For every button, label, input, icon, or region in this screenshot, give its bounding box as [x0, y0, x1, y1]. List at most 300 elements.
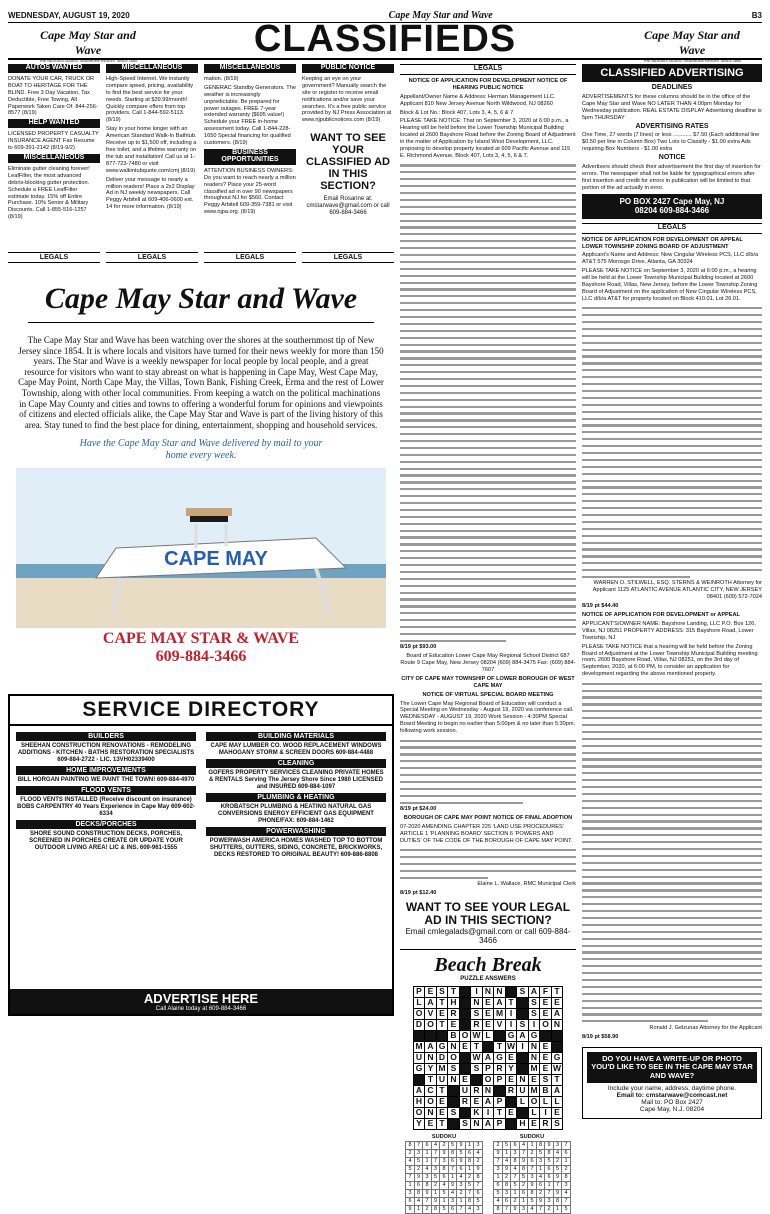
sudoku-cell: 2 [528, 1149, 537, 1157]
sudoku-cell: 3 [406, 1189, 415, 1197]
sudoku-cell: 4 [562, 1189, 571, 1197]
crossword-cell: R [494, 1063, 506, 1074]
crossword-block [413, 1030, 425, 1041]
sudoku-cell: 9 [519, 1157, 528, 1165]
crossword-cell: W [472, 1030, 481, 1041]
crossword-cell: E [471, 1096, 483, 1107]
crossword-cell: T [551, 1074, 563, 1085]
crossword-cell: O [459, 1030, 471, 1041]
crossword-row [413, 1063, 563, 1074]
sudoku-cell: 7 [474, 1181, 483, 1189]
sudoku-cell: 5 [474, 1197, 483, 1205]
sudoku-cell: 1 [414, 1205, 423, 1213]
crossword-cell: E [482, 1019, 494, 1030]
sudoku-cell: 4 [494, 1197, 503, 1205]
crossword-cell: K [471, 1107, 483, 1118]
sudoku-cell: 3 [528, 1173, 537, 1181]
crossword-cell: T [436, 1019, 448, 1030]
sudoku-cell: 4 [528, 1205, 537, 1213]
sudoku-cell: 4 [502, 1157, 511, 1165]
crossword-cell: S [471, 1063, 483, 1074]
sudoku-cell: 4 [440, 1181, 449, 1189]
sudoku-cell: 9 [502, 1165, 511, 1173]
crossword-cell: E [505, 1074, 517, 1085]
sudoku-cell: 7 [519, 1149, 528, 1157]
sudoku-cell: 9 [440, 1149, 449, 1157]
crossword-cell: E [540, 997, 552, 1008]
sudoku-cell: 1 [406, 1181, 415, 1189]
crossword-cell: A [494, 997, 506, 1008]
crossword-cell: N [528, 1041, 540, 1052]
crossword-block [517, 1063, 529, 1074]
crossword-cell: O [425, 1096, 437, 1107]
crossword-cell: S [528, 997, 540, 1008]
crossword-cell: A [425, 997, 437, 1008]
sudoku-cell: 8 [440, 1165, 449, 1173]
sudoku-cell: 9 [474, 1165, 483, 1173]
sudoku-cell: 8 [494, 1205, 503, 1213]
sudoku-cell: 6 [562, 1149, 571, 1157]
crossword-cell: E [436, 1096, 448, 1107]
crossword-block [459, 1052, 471, 1063]
sudoku-cell: 4 [431, 1141, 440, 1149]
sudoku-cell: 5 [502, 1141, 511, 1149]
crossword-block [540, 1030, 552, 1041]
sudoku-cell: 7 [414, 1141, 423, 1149]
sudoku-cell: 4 [423, 1165, 432, 1173]
sudoku-row [494, 1197, 571, 1205]
sudoku-cell: 8 [553, 1197, 562, 1205]
crossword-block [482, 1041, 494, 1052]
crossword-cell: R [471, 1019, 483, 1030]
sudoku-cell: 3 [423, 1173, 432, 1181]
sudoku-cell: 6 [519, 1189, 528, 1197]
sudoku-cell: 3 [494, 1165, 503, 1173]
crossword-cell: N [448, 1074, 460, 1085]
crossword-cell: Y [413, 1118, 425, 1129]
sudoku-cell: 8 [431, 1205, 440, 1213]
sudoku-row [494, 1165, 571, 1173]
crossword-cell: P [413, 986, 425, 997]
sudoku-cell: 1 [502, 1149, 511, 1157]
sudoku-cell: 2 [519, 1181, 528, 1189]
sudoku-row [494, 1157, 571, 1165]
legal-text-lines-3 [400, 847, 576, 881]
sudoku-cell: 6 [414, 1181, 423, 1189]
crossword-cell: E [436, 1107, 448, 1118]
sudoku-cell: 1 [545, 1181, 554, 1189]
crossword-block [448, 1085, 460, 1096]
puzzle-answers-label: PUZZLE ANSWERS [460, 975, 516, 982]
legals-strip: LEGALS LEGALS LEGALS LEGALS [8, 252, 394, 266]
crossword-cell: H [448, 997, 460, 1008]
crossword-cell: P [494, 1074, 506, 1085]
sudoku-cell: 6 [494, 1181, 503, 1189]
classified-column-4: PUBLIC NOTICE Keeping an eye on your government? Manually search the site or register to receive email notifications and/or save your searches. It's a free public service provided by NJ Press Association at www.njpublicnotices.com (8/19) WANT TO SEE YOUR CLASSIFIED AD IN THIS SECTION? Email Rosanne at: cmstarwave@gmail.com or call 609-884-3466 [302, 64, 394, 254]
crossword-row [413, 1019, 563, 1030]
crossword-block [517, 997, 529, 1008]
sudoku-cell: 1 [528, 1141, 537, 1149]
crossword-cell: R [540, 1118, 552, 1129]
sudoku-cell: 8 [448, 1149, 457, 1157]
sudoku-cell: 1 [423, 1157, 432, 1165]
sudoku-cell: 7 [448, 1165, 457, 1173]
crossword-cell: I [517, 1041, 529, 1052]
sudoku-cell: 1 [494, 1173, 503, 1181]
sudoku-cell: 2 [474, 1157, 483, 1165]
sudoku-cell: 7 [562, 1141, 571, 1149]
sudoku-cell: 4 [448, 1189, 457, 1197]
sudoku-cell: 7 [528, 1165, 537, 1173]
sudoku-row [406, 1181, 483, 1189]
crossword-block [505, 1118, 517, 1129]
crossword-cell: T [551, 986, 563, 997]
sudoku-cell: 7 [502, 1205, 511, 1213]
crossword-block [517, 1008, 529, 1019]
crossword-cell: E [436, 1008, 448, 1019]
sudoku-row [494, 1189, 571, 1197]
crossword-cell: O [540, 1019, 552, 1030]
legals-column-a: LEGALS NOTICE OF APPLICATION FOR DEVELOPMENT NOTICE OF HEARING PUBLIC NOTICE Appellant/Owner Name & Address: Herman Management LLC. Applicant 810 New Jersey Avenue North Wildwood, NJ 08260 Block & Lot No.: Block 407, Lots 3, 4, 5, 6 & 7 PLEASE TAKE NOTICE: That on September 3, 2020 at 6:00 p.m., a Hearing will be held before the Lower Township Municipal Building located at 2600 Bayshore Road before the Zoning Board of Adjustment in the matter of Application by Island West Development, LLC. proposing to develop property located at 609 Pacific Avenue and 115 E. Richmond Avenue, Block 407, Lots 3, 4, 5, 6 & 7. 8/19 pt $93.00 Board of Education Lower Cape May Regional School District 687 Route 9 Cape May, New Jersey 08204 (609) 884-3475 Fax: (609) 884-7607 CITY OF CAPE MAY TOWNSHIP OF LOWER BOROUGH OF WEST CAPE MAY NOTICE OF VIRTUAL SPECIAL BOARD MEETING The Lower Cape May Regional Board of Education will conduct a Special Meeting on Wednesday - August 19, 2020 via conference call. WEDNESDAY - AUGUST 19, 2020 Work Session - 4:30PM Special Board Meeting to begin no earlier than 5:00pm & no later than 5:30pm, following work session. 8/19 pt $24.00 BOROUGH OF CAPE MAY POINT NOTICE OF FINAL ADOPTION 07-2020 AMENDING CHAPTER 225 'LAND USE PROCEDURES' ARTICLE 1 'PLANNING BOARD' SECTION 6 'POWERS AND DUTIES' OF THE CODE OF THE BOROUGH OF CAPE MAY POINT. Elaine L. Wallace, RMC Municipal Clerk 8/19 pt $12.40 WANT TO SEE YOUR LEGAL AD IN THIS SECTION? Email cmlegalads@gmail.com or call 609-884-3466 Beach Break PUZZLE ANSWERS P E S T I N N S A F T L A T H N E A T S E E O V E R S E M I S E A D O T E R E V I S I O N B O W L G A G M A G N E T T W I N E U N D O W A G E N E G G Y M S S P R Y M E W T U N E O P E N E S T A C T U R N R U M B A H O E R E A P L O L L O N E S K I T E L I E Y E T S N A P H E R S SUDOKU 8 7 6 4 2 5 9 1 3 2 3 1 7 9 8 5 6 4 4 5 1 7 3 6 9 8 2 5 2 4 3 8 7 6 1 9 7 9 3 5 6 1 4 2 8 1 6 8 2 4 9 3 5 7 3 8 9 1 5 4 2 7 6 6 4 7 9 1 3 1 8 5 9 1 2 8 5 6 7 4 3 SUDOKU 2 5 6 4 1 8 9 3 7 9 1 3 7 2 5 8 4 6 7 4 8 9 6 3 5 2 1 3 9 4 8 7 1 6 5 2 1 2 7 5 3 4 6 9 8 6 8 5 2 9 6 1 7 3 5 3 1 6 8 2 7 9 4 4 6 2 1 5 9 3 8 7 8 7 9 3 4 7 2 1 5 [400, 65, 576, 1212]
crossword-block [459, 997, 471, 1008]
legal-ad-contact: Email cmlegalads@gmail.com or call 609-884-3466 [405, 926, 571, 945]
crossword-cell: E [459, 1041, 471, 1052]
crossword-cell: S [517, 986, 529, 997]
promo-body: The Cape May Star and Wave has been watching over the shores at the southernmost tip of New Jersey since 1854. It is where locals and visitors have turned for their news weekly for more than 150 years. The Star and Wave is a weekly newspaper for local people by local people, and a great resource for visitors who want to stay abreast on what is happening in Cape May, West Cape May, Cape May Point, North Cape May, the Villas, Town Bank, Fishing Creek, Erma and the rest of Lower Township, along with other local communities. From keeping a watch on the political machinations in Cape May County and cities and towns to offering a wonderful forum for opinions and viewpoints of citizens and elected officials alike, the Cape May Star and Wave is part of the living history of this area. Stay tuned to find the best place for dining, entertainment, shopping and household services. [18, 335, 384, 430]
crossword-cell: E [482, 1008, 494, 1019]
crossword-block [448, 1096, 460, 1107]
crossword-cell: T [494, 1041, 506, 1052]
crossword-cell: T [448, 986, 460, 997]
sudoku-cell: 5 [431, 1173, 440, 1181]
sudoku-cell: 7 [431, 1149, 440, 1157]
sudoku-cell: 6 [502, 1197, 511, 1205]
crossword-cell: S [540, 1074, 552, 1085]
sudoku-cell: 8 [423, 1181, 432, 1189]
sudoku-cell: 5 [494, 1189, 503, 1197]
crossword-cell: N [551, 1019, 563, 1030]
sudoku-cell: 3 [440, 1157, 449, 1165]
crossword-cell: T [436, 997, 448, 1008]
sudoku-cell: 4 [457, 1173, 466, 1181]
crossword-cell: C [425, 1085, 437, 1096]
lifeguard-chair-illustration [16, 468, 386, 628]
sudoku-cell: 5 [562, 1205, 571, 1213]
crossword-cell: E [540, 1008, 552, 1019]
crossword-block [551, 1030, 563, 1041]
crossword-cell: S [448, 1107, 460, 1118]
crossword-cell: H [413, 1096, 425, 1107]
sudoku-cell: 1 [553, 1205, 562, 1213]
sudoku-cell: 5 [440, 1205, 449, 1213]
crossword-row [413, 1008, 563, 1019]
crossword-cell: I [482, 1107, 494, 1118]
sudoku-cell: 5 [536, 1149, 545, 1157]
crossword-cell: N [448, 1041, 460, 1052]
crossword-cell: T [425, 1074, 437, 1085]
sudoku-cell: 4 [511, 1165, 520, 1173]
crossword-cell: G [528, 1030, 540, 1041]
crossword-cell: L [551, 1096, 563, 1107]
sudoku-cell: 6 [448, 1157, 457, 1165]
crossword-cell: T [494, 1107, 506, 1118]
sudoku-cell: 2 [545, 1205, 554, 1213]
crossword-cell: W [472, 1052, 481, 1063]
crossword-block [517, 1052, 529, 1063]
crossword-cell: E [551, 997, 563, 1008]
sudoku-cell: 7 [431, 1157, 440, 1165]
write-up-box: DO YOU HAVE A WRITE-UP OR PHOTO YOU'D LIKE TO SEE IN THE CAPE MAY STAR AND WAVE? Include your name, address, daytime phone. Email to: cmstarwave@comcast.net Mail to: PO Box 2427 Cape May, N.J. 08204 [582, 1047, 762, 1119]
classified-column-1: AUTOS WANTED DONATE YOUR CAR, TRUCK OR BOAT TO HERITAGE FOR THE BLIND. Free 3 Day Vacation, Tax Deductible, Free Towing, All Paperwork Taken Care Of. 844-256-8577 (8/19) HELP WANTED LICENSED PROPERTY CASUALTY INSURANCE AGENT Fax Resume to 609-391-2142 (8/19-9/2) MISCELLANEOUS Eliminate gutter cleaning forever! LeafFilter, the most advanced debris-blocking gutter protection. Schedule a FREE LeafFilter estimate today. 15% off Entire Purchase. 10% Senior & Military Discounts. Call 1-855-516-1257 (8/19) [8, 64, 99, 221]
crossword-cell: R [471, 1085, 483, 1096]
crossword-cell: E [425, 986, 437, 997]
crossword-cell: A [551, 1008, 563, 1019]
crossword-cell: L [413, 997, 425, 1008]
sudoku-row [494, 1149, 571, 1157]
sudoku-cell: 8 [406, 1141, 415, 1149]
crossword-row [413, 1030, 563, 1041]
crossword-block [459, 986, 471, 997]
crossword-cell: O [482, 1074, 494, 1085]
classified-column-2: MISCELLANEOUS High-Speed Internet. We instantly compare speed, pricing, availability to find the best service for your needs. Starting at $39.99/month! Quickly compare offers from top providers. Call 1-844-592-5113. (8/19) Stay in your home longer with an American Standard Walk-In Bathtub. Receive up to $1,500 off, including a free toilet, and a lifetime warranty on the tub and installation! Call us at 1-877-723-7480 or visit www.walkintubquote.com/cmj (8/19) Deliver your message to nearly a million readers! Place a 2x2 Display Ad in NJ weekly newspapers. Call Peggy Arbitell at 609-406-0600 ext. 14 for more information. (8/19) [106, 64, 197, 211]
sudoku-cell: 9 [423, 1189, 432, 1197]
sudoku-cell: 7 [465, 1189, 474, 1197]
crossword-cell: E [505, 1107, 517, 1118]
promo-footer: CAPE MAY STAR & WAVE 609-884-3466 [102, 630, 300, 665]
crossword-cell: E [528, 1118, 540, 1129]
advertise-here-band: ADVERTISE HERE Call Alaine today at 609-884-3466 [10, 989, 392, 1014]
sudoku-cell: 8 [465, 1157, 474, 1165]
sudoku-cell: 9 [457, 1141, 466, 1149]
crossword-cell: S [448, 1063, 460, 1074]
sudoku-cell: 8 [511, 1157, 520, 1165]
crossword-cell: S [551, 1118, 563, 1129]
crossword-cell: G [505, 1030, 517, 1041]
crossword-block [494, 1030, 506, 1041]
sudoku-cell: 9 [431, 1197, 440, 1205]
sudoku-cell: 4 [536, 1173, 545, 1181]
crossword-row [413, 1085, 563, 1096]
sudoku-cell: 3 [519, 1205, 528, 1213]
crossword-cell: O [425, 1019, 437, 1030]
sudoku-cell: 6 [536, 1181, 545, 1189]
classified-advertising-heading: CLASSIFIED ADVERTISING [582, 64, 762, 82]
crossword-cell: E [505, 1052, 517, 1063]
crossword-cell: S [459, 1118, 471, 1129]
crossword-cell: E [540, 1063, 552, 1074]
sudoku-cell: 2 [502, 1173, 511, 1181]
sudoku-cell: 6 [457, 1165, 466, 1173]
title-rule [8, 58, 762, 60]
sudoku-cell: 8 [465, 1197, 474, 1205]
sudoku-cell: 9 [406, 1205, 415, 1213]
classified-column-3: MISCELLANEOUS mation. (8/19) GENERAC Standby Generators. The weather is increasingly unpredictable. Be prepared for power outages. FREE 7-year extended warranty ($695 value!) Schedule your FREE in-home assessment today. Call 1-844-228-1650 Special financing for qualified customers. (8/19) BUSINESS OPPORTUNITIES ATTENTION BUSINESS OWNERS: Do you want to reach nearly a million readers? Place your 25-word classified ad in over 90 newspapers throughout NJ for $560. Contact Peggy Arbitell 609-359-7381 or visit www.njpa.org. (8/19) [204, 64, 296, 216]
crossword-cell: T [436, 1085, 448, 1096]
crossword-cell: A [482, 1118, 494, 1129]
crossword-cell: M [528, 1063, 540, 1074]
sudoku-cell: 4 [474, 1149, 483, 1157]
crossword-block [459, 1063, 471, 1074]
sudoku-cell: 3 [536, 1157, 545, 1165]
promo-tagline: Have the Cape May Star and Wave delivered by mail to your home every week. [79, 438, 323, 462]
sudoku-cell: 5 [528, 1197, 537, 1205]
sudoku-cell: 2 [511, 1197, 520, 1205]
crossword-cell: L [540, 1096, 552, 1107]
sudoku-cell: 6 [423, 1141, 432, 1149]
sudoku-cell: 2 [457, 1189, 466, 1197]
crossword-cell: S [436, 986, 448, 997]
sudoku-cell: 9 [511, 1205, 520, 1213]
sudoku-cell: 1 [511, 1189, 520, 1197]
sudoku-cell: 6 [448, 1205, 457, 1213]
legal-text-lines-2 [400, 737, 576, 806]
sudoku-row [406, 1197, 483, 1205]
sudoku-cell: 8 [536, 1141, 545, 1149]
sudoku-cell: 8 [545, 1149, 554, 1157]
crossword-cell: H [517, 1118, 529, 1129]
sudoku-cell: 2 [440, 1141, 449, 1149]
crossword-cell: W [552, 1063, 562, 1074]
sudoku-cell: 6 [545, 1165, 554, 1173]
crossword-cell: A [528, 986, 540, 997]
crossword-answers [413, 986, 564, 1130]
sudoku-cell: 2 [536, 1189, 545, 1197]
sudoku-cell: 3 [545, 1197, 554, 1205]
sudoku-1: SUDOKU 8 7 6 4 2 5 9 1 3 2 3 1 7 9 8 5 6 4 4 5 1 7 3 6 9 8 2 5 2 4 3 8 7 6 1 9 7 9 3 5 6 1 4 2 8 1 6 8 2 4 9 3 5 7 3 8 9 1 5 4 2 7 6 6 4 7 9 1 3 1 8 5 9 1 2 8 5 6 7 4 3 [405, 1134, 483, 1214]
crossword-cell: O [448, 1052, 460, 1063]
sudoku-cell: 1 [465, 1141, 474, 1149]
crossword-cell: B [540, 1085, 552, 1096]
crossword-cell: D [413, 1019, 425, 1030]
sudoku-cell: 4 [553, 1149, 562, 1157]
sudoku-row [494, 1173, 571, 1181]
crossword-cell: T [436, 1118, 448, 1129]
sudoku-cell: 5 [545, 1157, 554, 1165]
crossword-cell: N [517, 1074, 529, 1085]
sudoku-cell: 1 [431, 1189, 440, 1197]
crossword-cell: A [551, 1085, 563, 1096]
sudoku-cell: 6 [465, 1149, 474, 1157]
crossword-cell: L [517, 1096, 529, 1107]
crossword-cell: E [482, 997, 494, 1008]
crossword-cell: N [528, 1052, 540, 1063]
crossword-cell: S [471, 1008, 483, 1019]
sudoku-row [406, 1173, 483, 1181]
sudoku-cell: 7 [536, 1205, 545, 1213]
crossword-cell: R [448, 1008, 460, 1019]
masthead-left: Cape May Star and Wave THE NATION'S OLDEST SEASHORE RESORT SINCE 1854 [28, 28, 148, 63]
sudoku-cell: 4 [414, 1197, 423, 1205]
sudoku-cell: 9 [545, 1141, 554, 1149]
crossword-cell: Y [505, 1063, 517, 1074]
crossword-block [551, 1041, 563, 1052]
crossword-cell: U [436, 1074, 448, 1085]
sudoku-cell: 6 [545, 1173, 554, 1181]
crossword-cell: M [528, 1085, 540, 1096]
promo-block [8, 268, 394, 690]
sudoku-cell: 7 [423, 1197, 432, 1205]
crossword-cell: N [425, 1107, 437, 1118]
crossword-row [413, 1118, 563, 1129]
sudoku-cell: 7 [553, 1181, 562, 1189]
crossword-cell: R [505, 1085, 517, 1096]
service-directory-title: SERVICE DIRECTORY [10, 696, 392, 726]
sudoku-cell: 8 [528, 1189, 537, 1197]
crossword-cell: Y [425, 1063, 437, 1074]
sudoku-cell: 9 [457, 1157, 466, 1165]
sudoku-row [494, 1181, 571, 1189]
crossword-cell: R [459, 1096, 471, 1107]
sudoku-cell: 9 [528, 1181, 537, 1189]
sudoku-cell: 2 [465, 1173, 474, 1181]
sudoku-row [406, 1149, 483, 1157]
running-masthead: Cape May Star and Wave [388, 9, 493, 21]
sudoku-cell: 9 [494, 1149, 503, 1157]
sudoku-cell: 3 [414, 1149, 423, 1157]
sudoku-cell: 6 [406, 1197, 415, 1205]
masthead-right: Cape May Star and Wave THE NATION'S OLDEST SEASHORE RESORT SINCE 1854 [632, 28, 752, 63]
crossword-cell: I [528, 1019, 540, 1030]
sudoku-cell: 2 [431, 1181, 440, 1189]
sudoku-cell: 5 [511, 1181, 520, 1189]
sudoku-cell: 1 [519, 1197, 528, 1205]
crossword-cell: T [505, 997, 517, 1008]
crossword-row [413, 1074, 563, 1085]
legal-text-lines-4 [582, 305, 762, 581]
sudoku-cell: 5 [414, 1157, 423, 1165]
service-directory [8, 694, 394, 1016]
crossword-cell: G [413, 1063, 425, 1074]
crossword-cell: A [482, 1052, 494, 1063]
crossword-cell: V [425, 1008, 437, 1019]
crossword-block [494, 1085, 506, 1096]
sudoku-cell: 1 [562, 1157, 571, 1165]
po-box-band: PO BOX 2427 Cape May, NJ 08204 609-884-3466 [582, 194, 762, 219]
crossword-block [517, 1107, 529, 1118]
sudoku-cell: 5 [406, 1165, 415, 1173]
sudoku-cell: 9 [553, 1189, 562, 1197]
sudoku-cell: 8 [502, 1181, 511, 1189]
crossword-cell: O [413, 1008, 425, 1019]
sudoku-cell: 2 [406, 1149, 415, 1157]
page-number: B3 [751, 10, 762, 20]
legals-column-b: CLASSIFIED ADVERTISING DEADLINES ADVERTISEMENTS for these columns should be in the office of the Cape May Star and Wave NO LATER THAN 4:00pm Monday for Wednesday publication. REAL ESTATE DISPLAY Advertising deadline is 5pm THURSDAY ADVERTISING RATES One Time, 27 words (7 lines) or less ............ $7.50 (Each additional line $0.50 per line in Column Box) Two Lots to Classify - $1.00 extra Ads requiring Box Numbers - $1.00 extra NOTICE Advertisers should check their advertisement the first day of insertion for errors. The newspaper shall not be liable for typographical errors after first insertion and credit for errors in publication will be limited to that portion of the ad actually in error. PO BOX 2427 Cape May, NJ 08204 609-884-3466 LEGALS NOTICE OF APPLICATION FOR DEVELOPMENT OR APPEAL LOWER TOWNSHIP ZONING BOARD OF ADJUSTMENT Applicant's Name and Address: New Cingular Wireless PCS, LLC d/b/a AT&T 575 Morosgo Drive, Atlanta, GA 30324 PLEASE TAKE NOTICE on September 3, 2020 at 6:00 p.m., a hearing will be held at the Lower Township Municipal Building located at 2600 Bayshore Road, Villas, New Jersey, before the Lower Township Zoning Board of Adjustment on the application of New Cingular Wireless PCS, LLC d/b/a AT&T for property located on Block 410.01, Lot 26.01. WARREN O. STILWELL, ESQ. STERNS & WEINROTH Attorney for Applicant 1125 ATLANTIC AVENUE ATLANTIC CITY, NEW JERSEY 08401 (609) 572-7024 8/19 pt $44.40 NOTICE OF APPLICATION FOR DEVELOPMENT or APPEAL APPLICANT'S/OWNER NAME: Bayshore Landing, LLC P.O. Box 126, Villas, NJ 08251 PROPERTY ADDRESS: 315 Bayshore Road, Lower Township, NJ PLEASE TAKE NOTICE that a hearing will be held before the Zoning Board of Adjustment at the Lower Township Municipal Building meeting room, 2600 Bayshore Road, Villas, NJ 08251, on the 3rd day of September, 2020, at 6:00 PM, to consider an application for development regarding the above mentioned property. Ronald J. Gelzunas Attorney for the Applicant 8/19 pt $58.90 DO YOU HAVE A WRITE-UP OR PHOTO YOU'D LIKE TO SEE IN THE CAPE MAY STAR AND WAVE? Include your name, address, daytime phone. Email to: cmstarwave@comcast.net Mail to: PO Box 2427 Cape May, N.J. 08204 [582, 64, 762, 1020]
crossword-cell: O [413, 1107, 425, 1118]
crossword-cell: M [436, 1063, 448, 1074]
sudoku-cell: 6 [511, 1141, 520, 1149]
sudoku-cell: 2 [414, 1165, 423, 1173]
sudoku-cell: 9 [536, 1197, 545, 1205]
crossword-row [413, 997, 563, 1008]
sudoku-cell: 2 [423, 1205, 432, 1213]
crossword-cell: P [494, 1096, 506, 1107]
crossword-cell: A [413, 1085, 425, 1096]
legal-text-lines-5 [582, 680, 762, 1025]
sudoku-2: SUDOKU 2 5 6 4 1 8 9 3 7 9 1 3 7 2 5 8 4 6 7 4 8 9 6 3 5 2 1 3 9 4 8 7 1 6 5 2 1 2 7 5 3 4 6 9 8 6 8 5 2 9 6 1 7 3 5 3 1 6 8 2 7 9 4 4 6 2 1 5 9 3 8 7 8 7 9 3 4 7 2 1 5 [493, 1134, 571, 1214]
sudoku-row [406, 1165, 483, 1173]
sudoku-cell: 4 [406, 1157, 415, 1165]
crossword-block [425, 1030, 437, 1041]
sudoku-cell: 1 [465, 1165, 474, 1173]
legal-text-lines-1 [400, 162, 576, 644]
crossword-cell: B [448, 1030, 460, 1041]
sudoku-row [406, 1157, 483, 1165]
crossword-cell: D [436, 1052, 448, 1063]
beach-break-title: Beach Break [434, 953, 542, 976]
crossword-cell: U [413, 1052, 425, 1063]
sudoku-cell: 3 [562, 1181, 571, 1189]
sudoku-cell: 6 [474, 1189, 483, 1197]
